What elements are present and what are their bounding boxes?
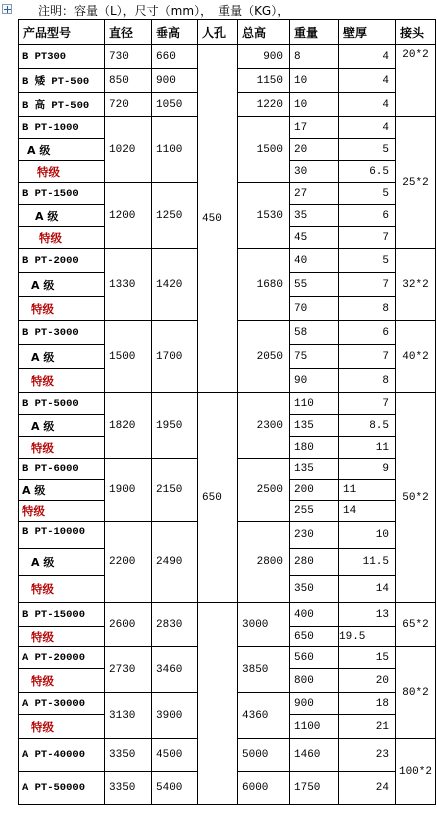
- joint-cell: 100*2: [396, 739, 436, 805]
- total-height-cell: 1220: [238, 93, 290, 117]
- wall-cell: 21: [339, 715, 396, 739]
- diameter-cell: 1900: [105, 459, 152, 522]
- model-cell: A 级: [19, 273, 105, 297]
- model-cell: B PT-15000: [19, 603, 105, 627]
- table-move-handle-icon[interactable]: [2, 4, 12, 14]
- height-cell: 1950: [152, 393, 198, 459]
- wall-cell: 14: [339, 576, 396, 603]
- diameter-cell: 1330: [105, 249, 152, 321]
- model-cell: 特级: [19, 669, 105, 693]
- model-cell: A 级: [19, 549, 105, 576]
- diameter-cell: 2200: [105, 522, 152, 603]
- weight-cell: 10: [290, 69, 339, 93]
- model-cell: A 级: [19, 345, 105, 369]
- diameter-cell: 850: [105, 69, 152, 93]
- weight-cell: 400: [290, 603, 339, 627]
- total-height-cell: 5000: [238, 739, 290, 772]
- wall-cell: 4: [339, 93, 396, 117]
- height-cell: 1050: [152, 93, 198, 117]
- weight-cell: 280: [290, 549, 339, 576]
- model-cell: B PT-3000: [19, 321, 105, 345]
- weight-cell: 255: [290, 501, 339, 522]
- model-cell: 特级: [19, 715, 105, 739]
- weight-cell: 1460: [290, 739, 339, 772]
- wall-cell: 13: [339, 603, 396, 627]
- table-row: [19, 393, 436, 415]
- weight-cell: 900: [290, 693, 339, 715]
- weight-cell: 180: [290, 437, 339, 459]
- model-cell: B 高 PT-500: [19, 93, 105, 117]
- manhole-cell: 450: [198, 45, 238, 393]
- total-height-cell: 3000: [238, 603, 290, 647]
- wall-cell: 11: [339, 480, 396, 501]
- height-cell: 1420: [152, 249, 198, 321]
- height-cell: 2830: [152, 603, 198, 647]
- model-cell: B PT300: [19, 45, 105, 69]
- wall-cell: 6.5: [339, 161, 396, 183]
- model-cell: B PT-1500: [19, 183, 105, 205]
- height-cell: 900: [152, 69, 198, 93]
- model-cell: 特级: [19, 297, 105, 321]
- table-row: [19, 45, 436, 69]
- weight-cell: 58: [290, 321, 339, 345]
- weight-cell: 40: [290, 249, 339, 273]
- wall-cell: 7: [339, 345, 396, 369]
- model-cell: A PT-40000: [19, 739, 105, 772]
- wall-cell: 9: [339, 459, 396, 480]
- height-cell: 660: [152, 45, 198, 69]
- model-cell: 特级: [19, 627, 105, 647]
- weight-cell: 30: [290, 161, 339, 183]
- model-cell: B 矮 PT-500: [19, 69, 105, 93]
- tank-spec-table: [18, 19, 436, 805]
- wall-cell: 8: [339, 369, 396, 393]
- wall-cell: 19.5: [339, 627, 396, 647]
- joint-cell: 65*2: [396, 603, 436, 647]
- wall-cell: 4: [339, 45, 396, 69]
- height-cell: 3900: [152, 693, 198, 739]
- wall-cell: 6: [339, 321, 396, 345]
- model-cell: B PT-1000: [19, 117, 105, 139]
- weight-cell: 75: [290, 345, 339, 369]
- joint-cell: 20*2: [396, 45, 436, 117]
- model-cell: A PT-20000: [19, 647, 105, 669]
- weight-cell: 650: [290, 627, 339, 647]
- wall-cell: 10: [339, 522, 396, 549]
- wall-cell: 15: [339, 647, 396, 669]
- diameter-cell: 1200: [105, 183, 152, 249]
- weight-cell: 135: [290, 459, 339, 480]
- model-cell: 特级: [19, 576, 105, 603]
- wall-cell: 7: [339, 227, 396, 249]
- diameter-cell: 1500: [105, 321, 152, 393]
- col-header-wall: 壁厚: [339, 20, 396, 45]
- height-cell: 2150: [152, 459, 198, 522]
- model-cell: B PT-6000: [19, 459, 105, 480]
- model-cell: A PT-50000: [19, 772, 105, 805]
- weight-cell: 55: [290, 273, 339, 297]
- wall-cell: 23: [339, 739, 396, 772]
- col-header-model: 产品型号: [19, 20, 105, 45]
- wall-cell: 7: [339, 273, 396, 297]
- weight-cell: 1100: [290, 715, 339, 739]
- joint-cell: 50*2: [396, 393, 436, 603]
- weight-cell: 350: [290, 576, 339, 603]
- height-cell: 1100: [152, 117, 198, 183]
- diameter-cell: 2600: [105, 603, 152, 647]
- total-height-cell: 3850: [238, 647, 290, 693]
- weight-cell: 135: [290, 415, 339, 437]
- diameter-cell: 3350: [105, 772, 152, 805]
- joint-cell: 40*2: [396, 321, 436, 393]
- total-height-cell: 2300: [238, 393, 290, 459]
- col-header-weight: 重量: [290, 20, 339, 45]
- diameter-cell: 1020: [105, 117, 152, 183]
- wall-cell: 11: [339, 437, 396, 459]
- height-cell: 1250: [152, 183, 198, 249]
- model-cell: A PT-30000: [19, 693, 105, 715]
- diameter-cell: 3350: [105, 739, 152, 772]
- model-cell: B PT-2000: [19, 249, 105, 273]
- wall-cell: 8.5: [339, 415, 396, 437]
- wall-cell: 5: [339, 249, 396, 273]
- height-cell: 4500: [152, 739, 198, 772]
- weight-cell: 230: [290, 522, 339, 549]
- manhole-cell-empty: [198, 603, 238, 805]
- weight-cell: 200: [290, 480, 339, 501]
- total-height-cell: 6000: [238, 772, 290, 805]
- weight-cell: 27: [290, 183, 339, 205]
- wall-cell: 11.5: [339, 549, 396, 576]
- weight-cell: 560: [290, 647, 339, 669]
- wall-cell: 5: [339, 183, 396, 205]
- diameter-cell: 730: [105, 45, 152, 69]
- wall-cell: 14: [339, 501, 396, 522]
- height-cell: 2490: [152, 522, 198, 603]
- total-height-cell: 2800: [238, 522, 290, 603]
- total-height-cell: 1530: [238, 183, 290, 249]
- diameter-cell: 2730: [105, 647, 152, 693]
- table-row: [19, 603, 436, 627]
- weight-cell: 20: [290, 139, 339, 161]
- wall-cell: 7: [339, 393, 396, 415]
- weight-cell: 800: [290, 669, 339, 693]
- wall-cell: 8: [339, 297, 396, 321]
- weight-cell: 70: [290, 297, 339, 321]
- units-note: 注明：容量（L），尺寸（mm）， 重量（KG），: [38, 4, 290, 18]
- note-row: [0, 0, 437, 19]
- wall-cell: 24: [339, 772, 396, 805]
- model-cell: A 级: [19, 480, 105, 501]
- wall-cell: 4: [339, 69, 396, 93]
- weight-cell: 45: [290, 227, 339, 249]
- model-cell: 特级: [19, 369, 105, 393]
- total-height-cell: 2050: [238, 321, 290, 393]
- weight-cell: 110: [290, 393, 339, 415]
- weight-cell: 17: [290, 117, 339, 139]
- model-cell: B PT-5000: [19, 393, 105, 415]
- weight-cell: 90: [290, 369, 339, 393]
- model-cell: A 级: [19, 415, 105, 437]
- wall-cell: 18: [339, 693, 396, 715]
- model-cell: 特级: [19, 501, 105, 522]
- model-cell: 特级: [19, 161, 105, 183]
- wall-cell: 5: [339, 139, 396, 161]
- col-header-joint: 接头: [396, 20, 436, 45]
- wall-cell: 4: [339, 117, 396, 139]
- weight-cell: 35: [290, 205, 339, 227]
- model-cell: 特级: [19, 437, 105, 459]
- manhole-cell: 650: [198, 393, 238, 603]
- header-row: [19, 20, 436, 45]
- height-cell: 1700: [152, 321, 198, 393]
- wall-cell: 6: [339, 205, 396, 227]
- col-header-diameter: 直径: [105, 20, 152, 45]
- model-cell: B PT-10000: [19, 522, 105, 549]
- joint-cell: 25*2: [396, 117, 436, 249]
- model-cell: A 级: [19, 139, 105, 161]
- diameter-cell: 720: [105, 93, 152, 117]
- col-header-height: 垂高: [152, 20, 198, 45]
- diameter-cell: 1820: [105, 393, 152, 459]
- total-height-cell: 1680: [238, 249, 290, 321]
- total-height-cell: 1150: [238, 69, 290, 93]
- height-cell: 3460: [152, 647, 198, 693]
- total-height-cell: 4360: [238, 693, 290, 739]
- weight-cell: 10: [290, 93, 339, 117]
- model-cell: A 级: [19, 205, 105, 227]
- col-header-manhole: 人孔: [198, 20, 238, 45]
- wall-cell: 20: [339, 669, 396, 693]
- diameter-cell: 3130: [105, 693, 152, 739]
- total-height-cell: 1500: [238, 117, 290, 183]
- height-cell: 5400: [152, 772, 198, 805]
- joint-cell: 32*2: [396, 249, 436, 321]
- model-cell: 特级: [19, 227, 105, 249]
- total-height-cell: 2500: [238, 459, 290, 522]
- total-height-cell: 900: [238, 45, 290, 69]
- joint-cell: 80*2: [396, 647, 436, 739]
- weight-cell: 1750: [290, 772, 339, 805]
- weight-cell: 8: [290, 45, 339, 69]
- col-header-total-height: 总高: [238, 20, 290, 45]
